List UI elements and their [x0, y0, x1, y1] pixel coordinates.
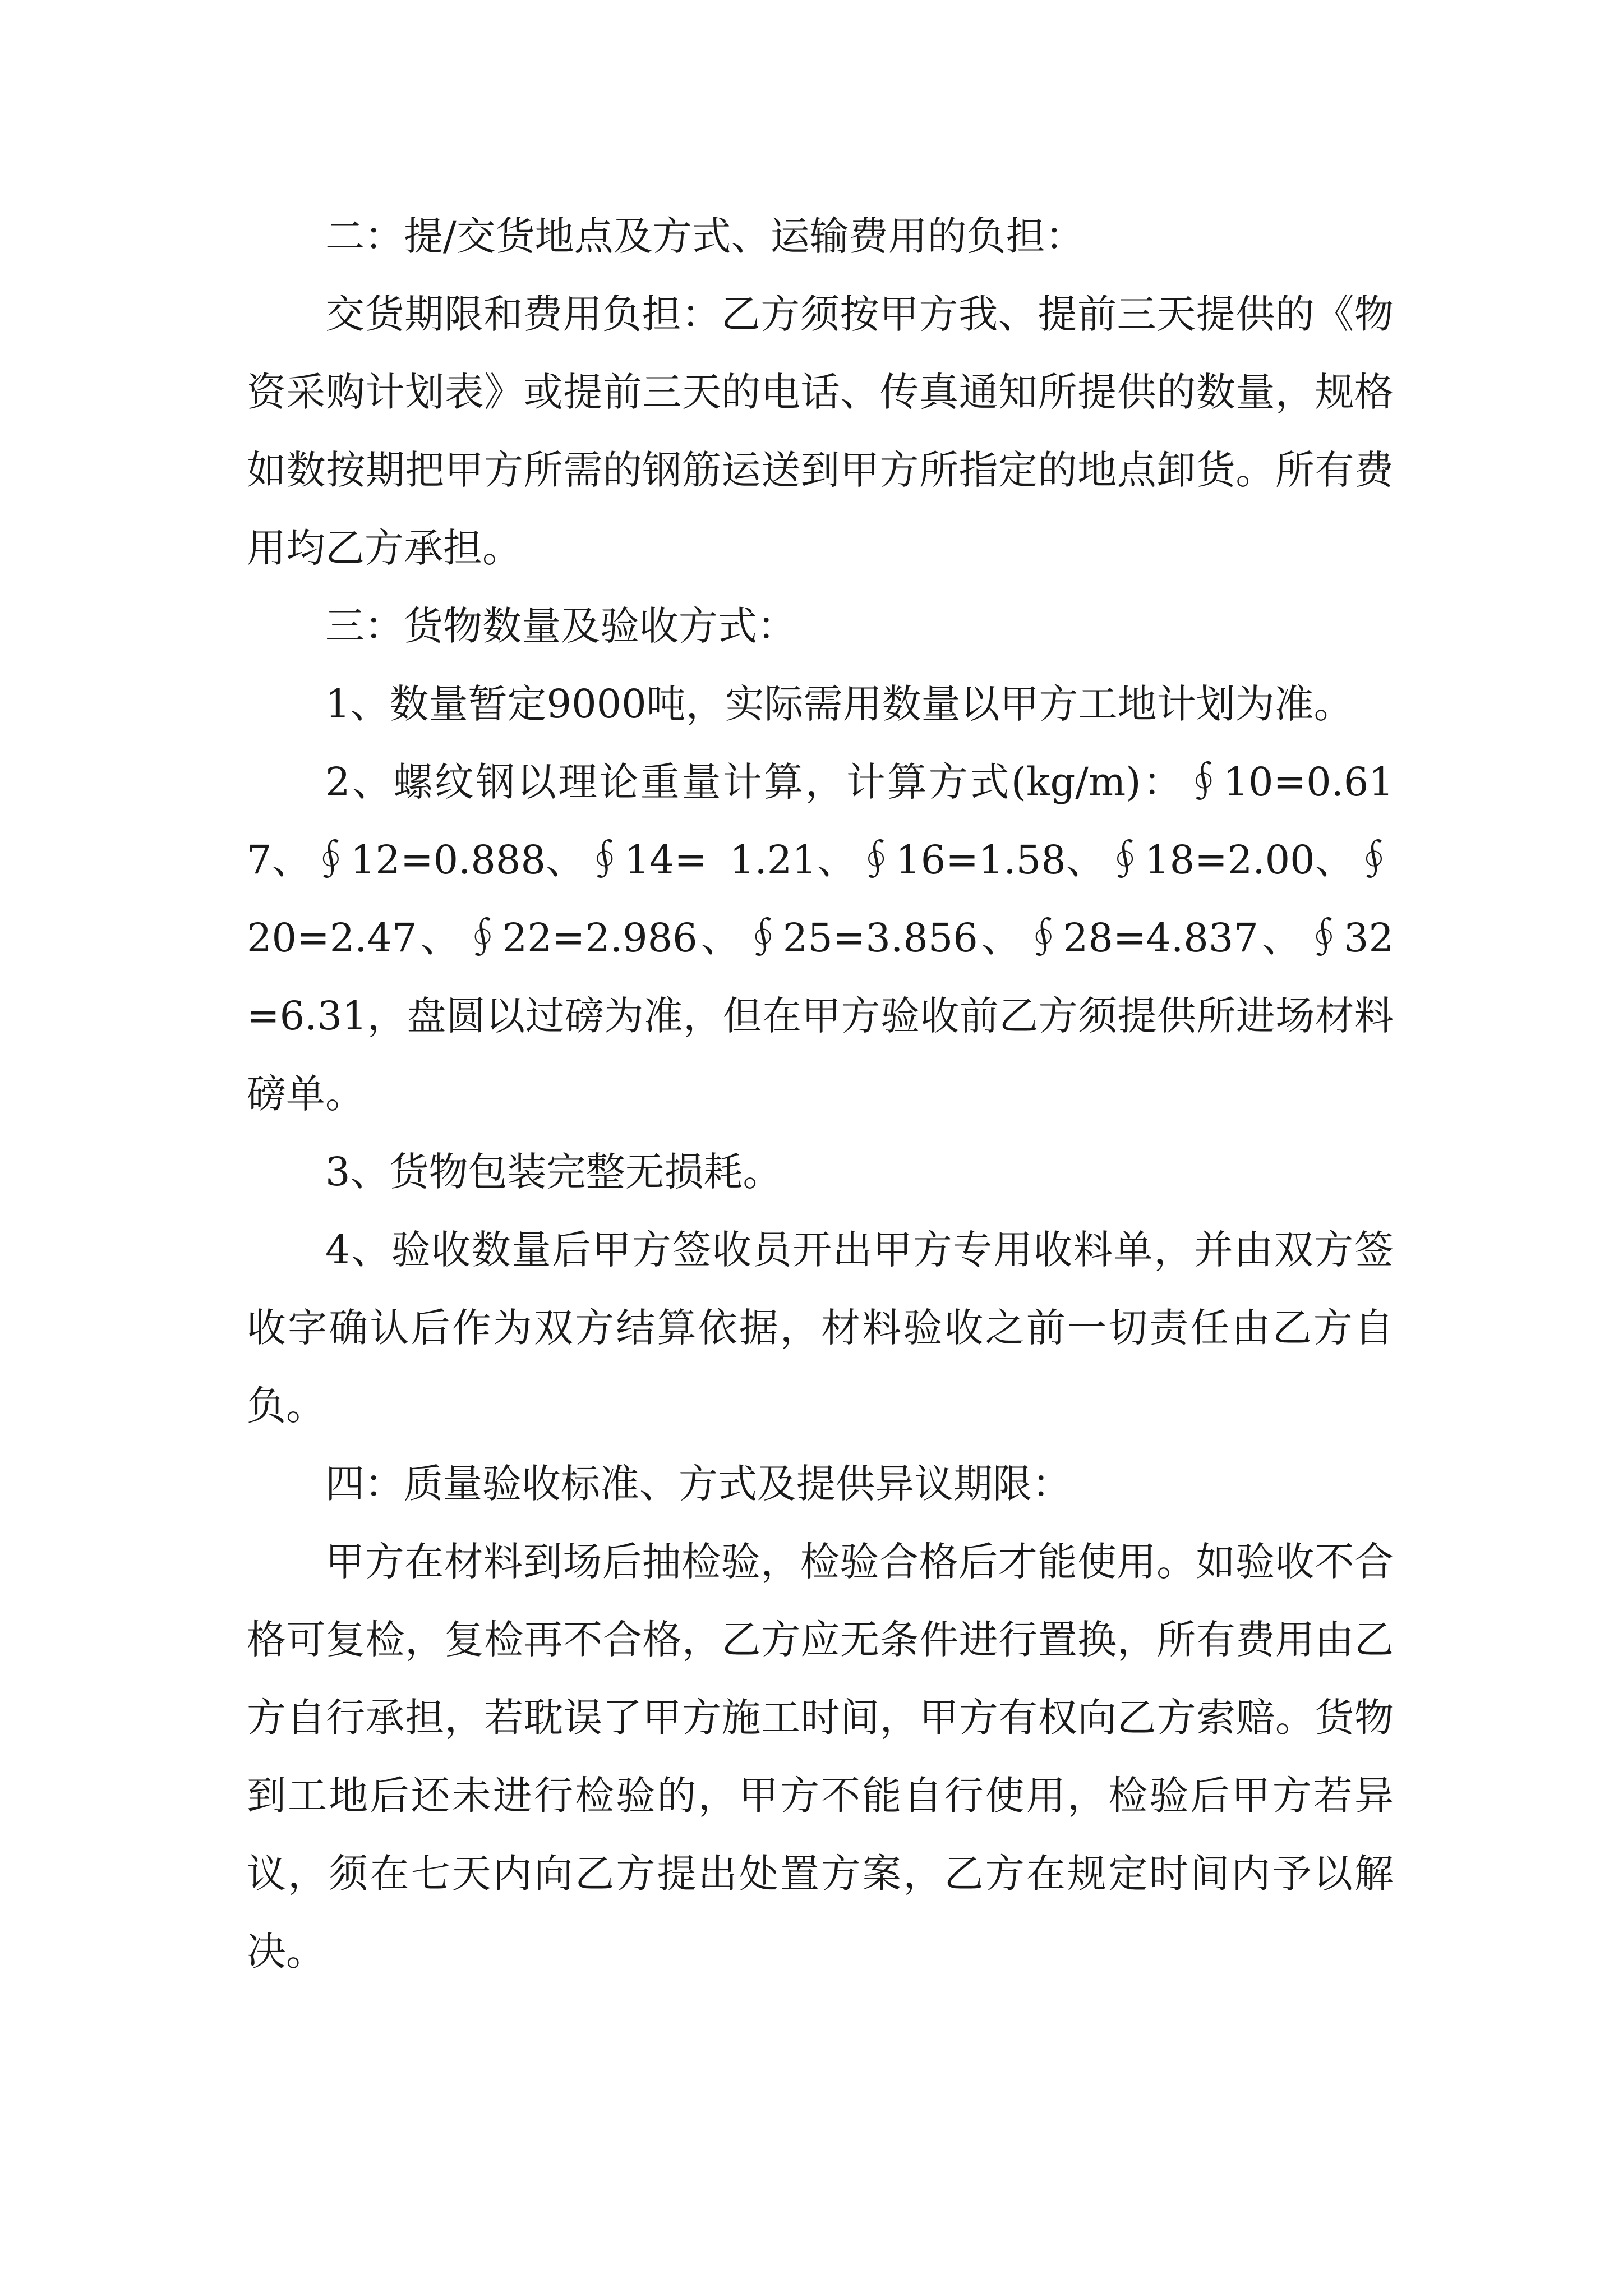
paragraph-delivery-terms: 交货期限和费用负担：乙方须按甲方我、提前三天提供的《物资采购计划表》或提前三天的电话、传真通知所提供的数量，规格如数按期把甲方所需的钢筋运送到甲方所指定的地点卸货。所有费用均乙方承担。	[247, 291, 1394, 571]
section-heading-delivery: 二：提/交货地点及方式、运输费用的负担：	[325, 213, 1085, 259]
paragraph-quantity-4: 4、验收数量后甲方签收员开出甲方专用收料单，并由双方签收字确认后作为双方结算依据，材料验收之前一切责任由乙方自负。	[247, 1227, 1394, 1429]
paragraph-quantity-2-weights: 2、螺纹钢以理论重量计算，计算方式(kg/m)：∮10=0.617、∮12=0.888、∮14= 1.21、∮16=1.58、∮18=2.00、∮20=2.47、∮22=2.986、∮25=3.856、∮28=4.837、∮32=6.31，盘圆以过磅为准，但在甲方验收前乙方须提供所进场材料磅单。	[247, 759, 1394, 1117]
section-heading-quality: 四：质量验收标准、方式及提供异议期限：	[325, 1461, 1071, 1507]
paragraph-quantity-1: 1、数量暂定9000吨，实际需用数量以甲方工地计划为准。	[325, 681, 1353, 727]
paragraph-quality-terms: 甲方在材料到场后抽检验，检验合格后才能使用。如验收不合格可复检，复检再不合格，乙方应无条件进行置换，所有费用由乙方自行承担，若耽误了甲方施工时间，甲方有权向乙方索赔。货物到工地后还未进行检验的，甲方不能自行使用，检验后甲方若异议，须在七天内向乙方提出处置方案，乙方在规定时间内予以解决。	[247, 1539, 1394, 1975]
section-heading-quantity: 三：货物数量及验收方式：	[325, 603, 796, 649]
paragraph-quantity-3: 3、货物包装完整无损耗。	[325, 1149, 782, 1195]
document-body	[247, 197, 1394, 1991]
